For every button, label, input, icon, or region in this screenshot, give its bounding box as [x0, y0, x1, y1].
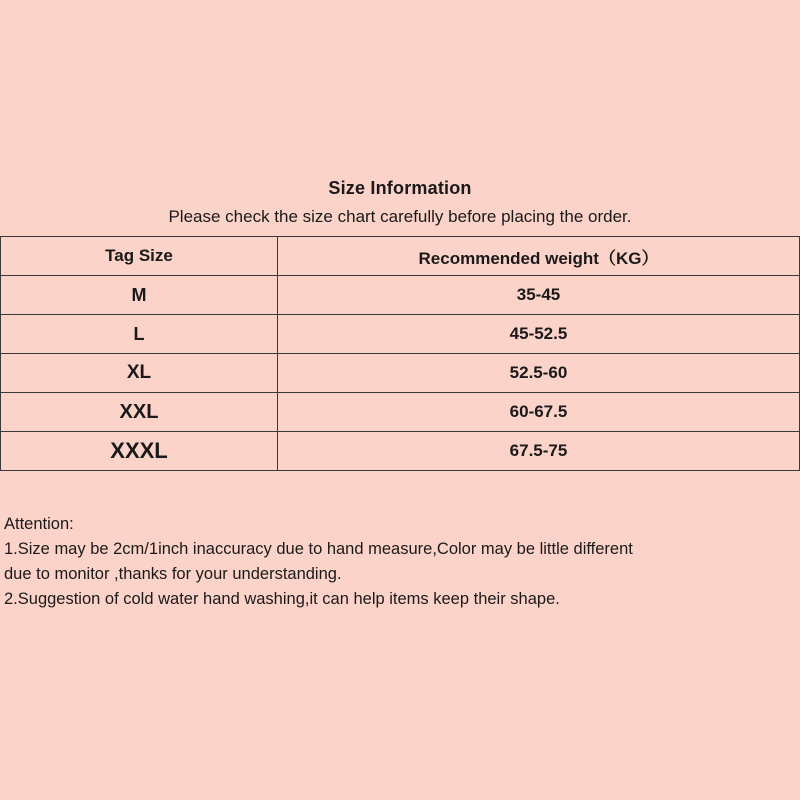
- table-header-row: [1, 237, 800, 276]
- table-row: [1, 432, 800, 471]
- cell-weight: 45-52.5: [278, 315, 800, 354]
- cell-tag-size: XXXL: [1, 432, 278, 471]
- attention-note: [4, 512, 796, 612]
- cell-tag-size: M: [1, 276, 278, 315]
- cell-tag-size: L: [1, 315, 278, 354]
- attention-line-1-continued: due to monitor ,thanks for your understanding.: [4, 565, 342, 583]
- table-row: [1, 393, 800, 432]
- table-row: [1, 276, 800, 315]
- cell-tag-size: XL: [1, 354, 278, 393]
- size-chart-table: [0, 236, 800, 471]
- cell-weight: 52.5-60: [278, 354, 800, 393]
- table-body: [1, 276, 800, 471]
- column-header-recommended-weight: Recommended weight（KG）: [278, 237, 800, 276]
- page-subtitle: Please check the size chart carefully before placing the order.: [168, 207, 632, 226]
- cell-weight: 35-45: [278, 276, 800, 315]
- table-row: [1, 354, 800, 393]
- table-header: [1, 237, 800, 276]
- attention-line-2: 2.Suggestion of cold water hand washing,it can help items keep their shape.: [4, 590, 560, 608]
- table-row: [1, 315, 800, 354]
- cell-weight: 60-67.5: [278, 393, 800, 432]
- cell-tag-size: XXL: [1, 393, 278, 432]
- attention-heading: Attention:: [4, 515, 74, 533]
- attention-line-1: 1.Size may be 2cm/1inch inaccuracy due to hand measure,Color may be little different: [4, 540, 633, 558]
- size-information-block: [0, 178, 800, 471]
- page-title: Size Information: [328, 178, 472, 198]
- column-header-tag-size: Tag Size: [1, 237, 278, 276]
- cell-weight: 67.5-75: [278, 432, 800, 471]
